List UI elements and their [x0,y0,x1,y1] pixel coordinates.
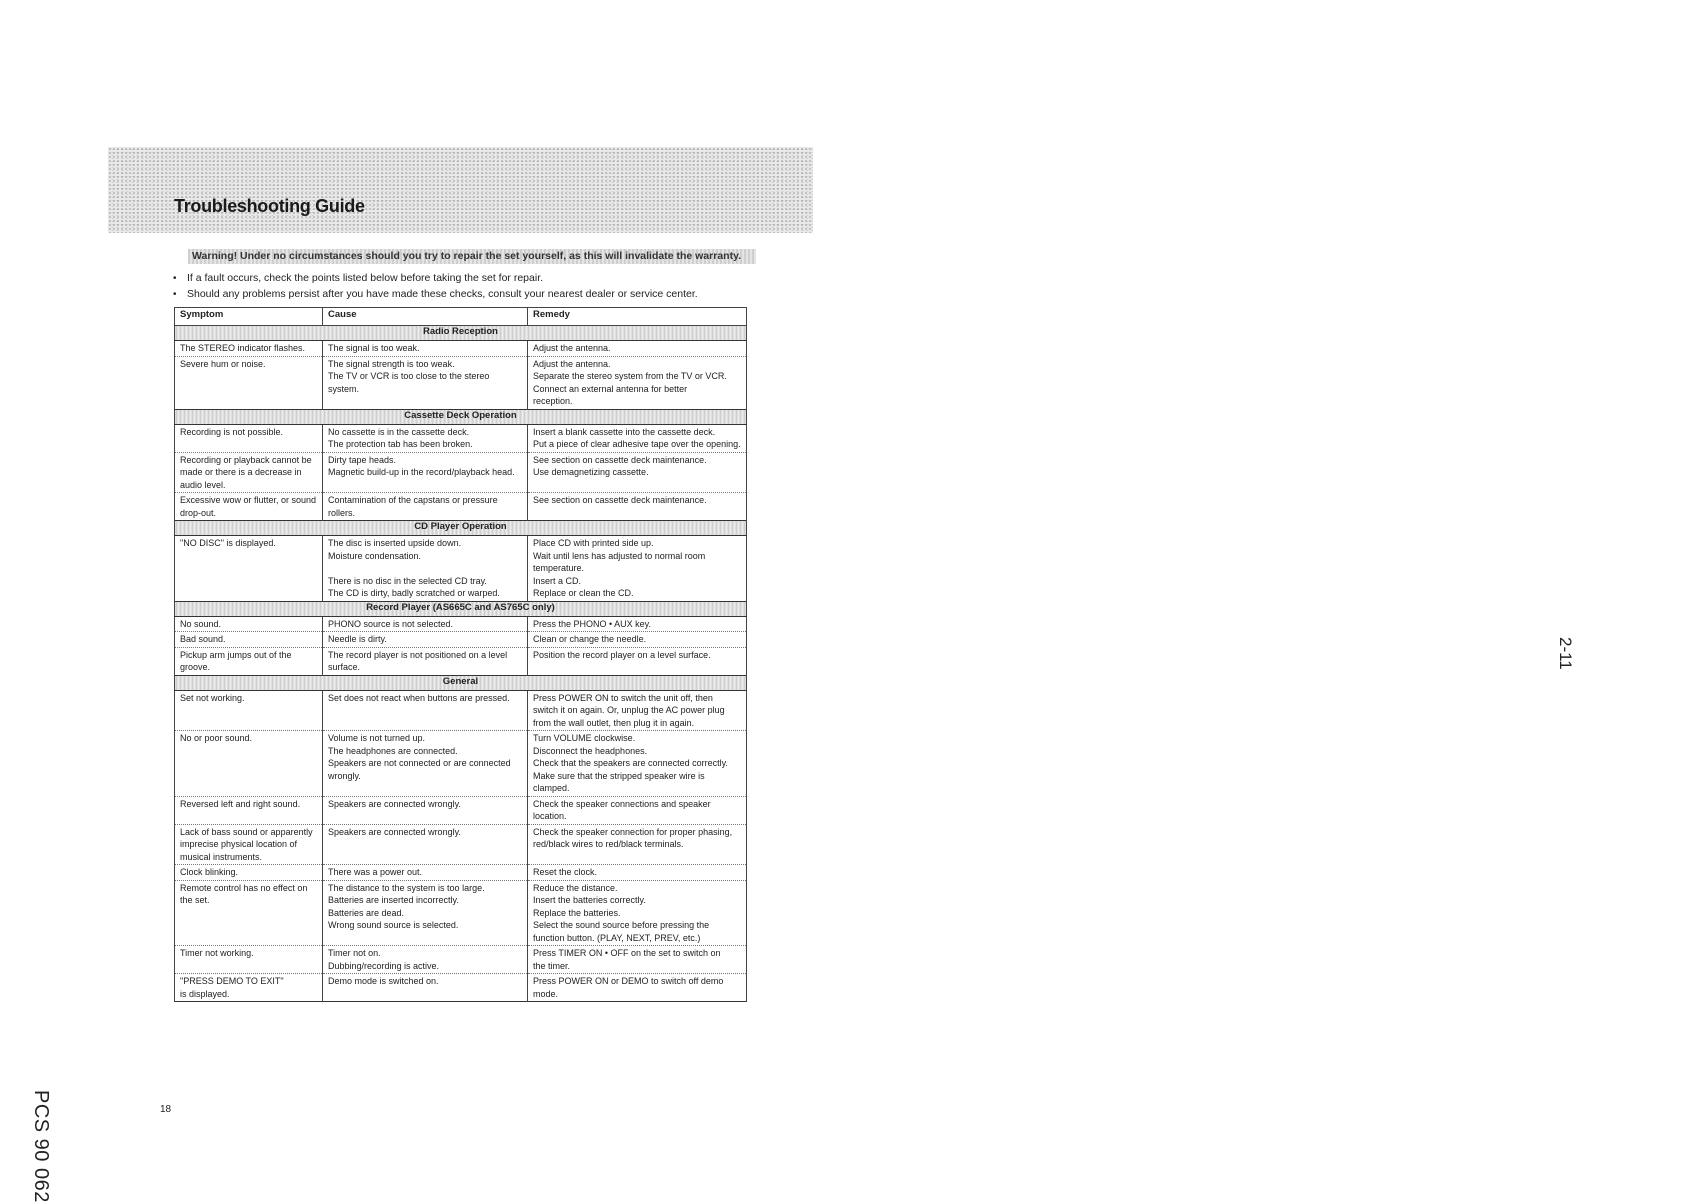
remedy-line: Separate the stereo system from the TV or VCR. [533,371,727,381]
table-header-row [175,308,747,326]
remedy-line: Replace the batteries. [533,907,621,918]
remedy-line: function button. (PLAY, NEXT, PREV, etc.) [533,932,701,943]
intro-bullet [173,286,698,302]
cause-cell [323,632,528,648]
cause-cell [323,356,528,409]
bullet-dot: • [173,273,177,284]
section-number: 2-11 [1556,637,1575,670]
cause-line: The signal strength is too weak. [328,358,455,369]
remedy-line: Replace or clean the CD. [533,588,634,598]
symptom-cell [175,690,323,731]
symptom-line: No sound. [180,618,222,629]
cause-line: The disc is inserted upside down. [328,538,462,548]
cause-line: There was a power out. [328,867,423,877]
table-body [175,326,747,1002]
remedy-line: Insert a CD. [533,575,582,586]
cause-line: Speakers are connected wrongly. [328,798,461,809]
table-row [175,341,747,357]
symptom-line: Pickup arm jumps out of the groove. [180,649,292,672]
symptom-line: drop-out. [180,507,217,518]
remedy-cell [528,616,747,632]
remedy-cell [528,824,747,865]
cause-line: Timer not on. [328,948,381,958]
table-row [175,356,747,409]
remedy-cell [528,493,747,521]
symptom-cell [175,796,323,824]
cause-cell [323,731,528,797]
intro-bullet [173,270,698,286]
symptom-cell [175,452,323,493]
remedy-line: the timer. [533,960,571,971]
cause-line: The signal is too weak. [328,343,420,353]
symptom-cell [175,731,323,797]
remedy-line: Check the speaker connections and speaker [533,798,711,809]
remedy-line: reception. [533,396,573,406]
cause-line: Demo mode is switched on. [328,976,439,986]
cause-line: There is no disc in the selected CD tray. [328,575,487,586]
cause-line: The protection tab has been broken. [328,439,473,449]
remedy-cell [528,974,747,1002]
remedy-line: Place CD with printed side up. [533,538,654,548]
symptom-line: Bad sound. [180,634,226,644]
section-title: CD Player Operation [175,521,747,536]
symptom-cell [175,824,323,865]
symptom-line: No or poor sound. [180,733,253,743]
section-row [175,409,747,424]
remedy-line: Select the sound source before pressing the [533,920,710,930]
remedy-cell [528,731,747,797]
intro-bullet-text: If a fault occurs, check the points listed below before taking the set for repair. [187,272,544,284]
symptom-line: "PRESS DEMO TO EXIT" [180,976,284,986]
remedy-line: Connect an external antenna for better [533,383,688,394]
cause-line: rollers. [328,507,356,518]
cause-cell [323,536,528,602]
symptom-line: Recording or playback cannot be [180,454,312,465]
cause-cell [323,452,528,493]
cause-line: Needle is dirty. [328,634,387,644]
remedy-line: Adjust the antenna. [533,358,611,369]
table-row [175,452,747,493]
symptom-line: audio level. [180,479,226,490]
cause-line: The headphones are connected. [328,745,458,756]
symptom-cell [175,536,323,602]
header-remedy: Remedy [528,308,747,326]
remedy-cell [528,356,747,409]
remedy-cell [528,341,747,357]
remedy-line: Reset the clock. [533,867,598,877]
cause-line: Wrong sound source is selected. [328,920,459,930]
remedy-line: Make sure that the stripped speaker wire is [533,770,705,781]
symptom-line: "NO DISC" is displayed. [180,538,276,548]
table-row [175,865,747,881]
section-title: Radio Reception [175,326,747,341]
section-row [175,326,747,341]
remedy-line: See section on cassette deck maintenance. [533,495,707,505]
table-row [175,647,747,675]
symptom-cell [175,865,323,881]
remedy-line: Adjust the antenna. [533,343,611,353]
cause-line: The CD is dirty, badly scratched or warped. [328,588,500,598]
symptom-cell [175,341,323,357]
cause-cell [323,796,528,824]
intro-bullet-text: Should any problems persist after you have made these checks, consult your nearest dealer or service center. [187,288,698,300]
warning-notice: Warning! Under no circumstances should you try to repair the set yourself, as this will invalidate the warranty. [188,249,756,264]
cause-line: The distance to the system is too large. [328,882,485,893]
symptom-line: the set. [180,895,210,905]
symptom-line: made or there is a decrease in [180,467,302,477]
symptom-line: Severe hum or noise. [180,358,266,369]
symptom-line: Set not working. [180,692,245,703]
remedy-line: clamped. [533,783,570,793]
remedy-line: Press POWER ON or DEMO to switch off demo [533,976,724,986]
table-row [175,632,747,648]
cause-cell [323,424,528,452]
cause-cell [323,616,528,632]
table-row [175,424,747,452]
section-title: Cassette Deck Operation [175,409,747,424]
remedy-cell [528,946,747,974]
section-row [175,601,747,616]
cause-cell [323,865,528,881]
cause-line: Batteries are dead. [328,907,405,918]
remedy-line: red/black wires to red/black terminals. [533,839,684,849]
table-row [175,536,747,602]
section-title: Record Player (AS665C and AS765C only) [175,601,747,616]
remedy-line: Check that the speakers are connected correctly. [533,758,728,768]
symptom-line: Reversed left and right sound. [180,798,301,809]
cause-line: The TV or VCR is too close to the stereo system. [328,371,490,394]
remedy-cell [528,880,747,946]
remedy-cell [528,632,747,648]
cause-line: Dirty tape heads. [328,454,397,465]
remedy-line: Put a piece of clear adhesive tape over the opening. [533,439,741,449]
cause-line: The record player is not positioned on a level [328,649,508,660]
symptom-cell [175,356,323,409]
remedy-cell [528,865,747,881]
cause-cell [323,690,528,731]
remedy-line: Turn VOLUME clockwise. [533,733,636,743]
table-row [175,616,747,632]
troubleshooting-table [174,307,747,1002]
symptom-cell [175,424,323,452]
cause-line: PHONO source is not selected. [328,618,454,629]
cause-line: Speakers are not connected or are connected [328,758,511,768]
remedy-line: location. [533,811,567,821]
remedy-cell [528,690,747,731]
section-row [175,521,747,536]
remedy-line: from the wall outlet, then plug it in again. [533,717,695,728]
cause-cell [323,880,528,946]
cause-cell [323,647,528,675]
table-row [175,796,747,824]
symptom-line: Excessive wow or flutter, or sound [180,495,317,505]
cause-cell [323,824,528,865]
symptom-line: The STEREO indicator flashes. [180,343,306,353]
remedy-cell [528,424,747,452]
symptom-line: musical instruments. [180,851,263,862]
table-row [175,731,747,797]
remedy-line: Insert a blank cassette into the cassette deck. [533,426,716,437]
symptom-line: imprecise physical location of [180,839,298,849]
intro-bullet-list [173,270,698,302]
table-row [175,690,747,731]
cause-line: Contamination of the capstans or pressure [328,495,498,505]
symptom-line: Clock blinking. [180,867,239,877]
cause-line: No cassette is in the cassette deck. [328,426,470,437]
remedy-line: Use demagnetizing cassette. [533,467,649,477]
table-row [175,824,747,865]
symptom-cell [175,616,323,632]
remedy-cell [528,452,747,493]
bullet-dot: • [173,289,177,300]
cause-line: wrongly. [328,770,361,781]
remedy-cell [528,647,747,675]
header-symptom: Symptom [175,308,323,326]
remedy-cell [528,536,747,602]
symptom-line: Recording is not possible. [180,426,284,437]
remedy-line: mode. [533,988,559,999]
symptom-cell [175,647,323,675]
remedy-line: Press POWER ON to switch the unit off, then [533,692,713,703]
symptom-cell [175,974,323,1002]
cause-line: Moisture condensation. [328,550,422,561]
remedy-line: Position the record player on a level surface. [533,649,711,660]
remedy-line: Wait until lens has adjusted to normal room [533,550,706,561]
symptom-line: Lack of bass sound or apparently [180,826,313,837]
remedy-line: Press the PHONO • AUX key. [533,618,652,629]
cause-cell [323,493,528,521]
section-row [175,675,747,690]
remedy-line: See section on cassette deck maintenance. [533,454,707,465]
table-row [175,493,747,521]
header-cause: Cause [323,308,528,326]
symptom-cell [175,946,323,974]
remedy-line: Disconnect the headphones. [533,745,648,756]
model-code: PCS 90 062 [30,1090,52,1203]
remedy-line: Check the speaker connection for proper phasing, [533,826,733,837]
remedy-line: temperature. [533,563,585,573]
cause-line: Speakers are connected wrongly. [328,826,461,837]
symptom-cell [175,632,323,648]
cause-line: Volume is not turned up. [328,733,426,743]
cause-line: surface. [328,662,361,672]
cause-line [328,562,522,575]
cause-line: Set does not react when buttons are pressed. [328,692,510,703]
cause-cell [323,974,528,1002]
remedy-cell [528,796,747,824]
table-row [175,946,747,974]
cause-cell [323,946,528,974]
symptom-line: is displayed. [180,988,230,999]
symptom-line: Timer not working. [180,948,254,958]
section-title: General [175,675,747,690]
symptom-line: Remote control has no effect on [180,882,308,893]
cause-line: Magnetic build-up in the record/playback head. [328,467,515,477]
symptom-cell [175,493,323,521]
remedy-line: Press TIMER ON • OFF on the set to switch on [533,948,721,958]
cause-cell [323,341,528,357]
title-banner [108,147,813,233]
table-row [175,974,747,1002]
symptom-cell [175,880,323,946]
page-number: 18 [160,1104,172,1115]
cause-line: Batteries are inserted incorrectly. [328,895,459,905]
page-title: Troubleshooting Guide [174,196,365,216]
remedy-line: Insert the batteries correctly. [533,895,646,905]
remedy-line: Reduce the distance. [533,882,618,893]
remedy-line: switch it on again. Or, unplug the AC power plug [533,705,725,715]
cause-line: Dubbing/recording is active. [328,960,440,971]
remedy-line: Clean or change the needle. [533,634,647,644]
table-row [175,880,747,946]
